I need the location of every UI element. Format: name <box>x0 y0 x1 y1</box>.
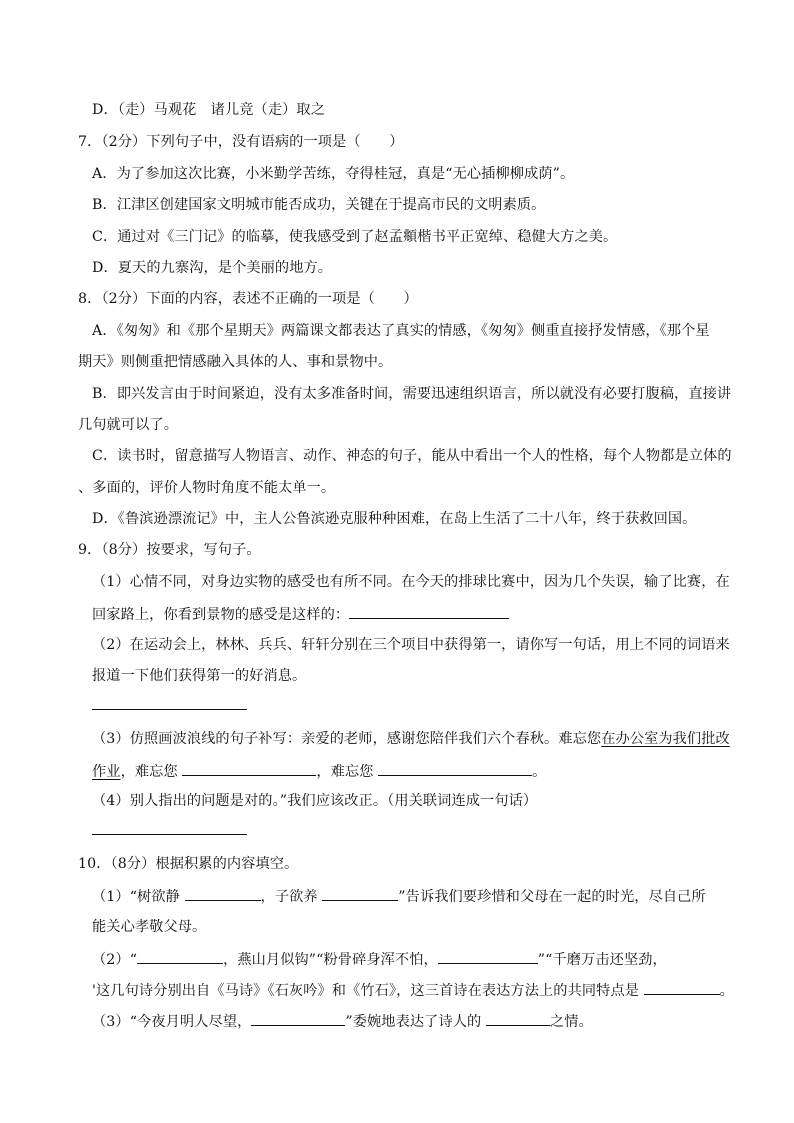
q10-part2-line1 <box>92 949 667 969</box>
q7-option-a: A．为了参加这次比赛，小米勤学苦练，夺得桂冠，真是“无心插柳柳成荫”。 <box>92 166 575 182</box>
q6-option-d: D．（走）马观花 诸儿竞（走）取之 <box>92 102 325 118</box>
q9-part4-answer-line[interactable] <box>92 834 247 835</box>
q9-part3-line2 <box>92 761 546 781</box>
q10-part3-blank-1[interactable] <box>251 1011 345 1026</box>
q8-option-c-line1: C．读书时，留意描写人物语言、动作、神态的句子，能从中看出一个人的性格，每个人物都是立体的 <box>92 448 732 464</box>
q9-part3-text3: ，难忘您 <box>316 764 379 780</box>
q9-part3-text2: ，难忘您 <box>120 764 183 780</box>
q10-part3-text1: （3）“今夜月明人尽望， <box>92 1014 252 1030</box>
q7-option-b: B．江津区创建国家文明城市能否成功，关键在于提高市民的文明素质。 <box>92 197 546 213</box>
q9-part1-line2 <box>92 604 509 624</box>
q8-option-c-line2: 、多面的，评价人物时角度不能太单一。 <box>78 480 336 496</box>
q10-part2-text1: （2）“ <box>92 952 138 968</box>
q10-part1-text1: （1）“树欲静 <box>92 889 185 905</box>
q9-part3-line1 <box>92 730 730 748</box>
q9-part3-wavy-end: 作业 <box>92 764 121 780</box>
q9-part3-wavy-phrase: 在办公室为我们批改 <box>601 731 730 747</box>
q10-part2-line2 <box>92 980 734 1000</box>
q10-part3 <box>92 1011 593 1031</box>
q10-part3-blank-2[interactable] <box>486 1011 550 1026</box>
q9-part3-end: 。 <box>532 764 547 780</box>
q9-stem: 9．（8分）按要求，写句子。 <box>78 542 261 558</box>
q7-option-c: C．通过对《三门记》的临摹，使我感受到了赵孟頫楷书平正宽绰、稳健大方之美。 <box>92 229 618 245</box>
q8-option-b-line2: 几句就可以了。 <box>78 417 179 433</box>
q9-part4: （4）别人指出的问题是对的。”我们应该改正。（用关联词连成一句话） <box>92 793 538 809</box>
q10-part2-text2: ，燕山月似钩”“粉骨碎身浑不怕， <box>223 952 438 968</box>
q9-part1-line1: （1）心情不同，对身边实物的感受也有所不同。在今天的排球比赛中，因为几个失误，输了比赛，在 <box>92 574 730 590</box>
q8-stem: 8．（2分）下面的内容，表述不正确的一项是（ ） <box>78 291 418 307</box>
q10-stem: 10．（8分）根据积累的内容填空。 <box>78 856 299 872</box>
q10-part3-end: 之情。 <box>549 1014 593 1030</box>
q10-part1-line1 <box>92 886 706 906</box>
q9-part3-blank-1[interactable] <box>182 761 316 776</box>
q8-option-a-line1: A．《匆匆》和《那个星期天》两篇课文都表达了真实的情感，《匆匆》侧重直接抒发情感，《那个星 <box>92 323 710 339</box>
q9-part1-answer-blank[interactable] <box>349 604 509 619</box>
q7-option-d: D．夏天的九寨沟，是个美丽的地方。 <box>92 260 333 276</box>
q7-stem: 7．（2分）下列句子中，没有语病的一项是（ ） <box>78 134 404 150</box>
q10-part1-blank-2[interactable] <box>322 886 398 901</box>
q9-part2-line1: （2）在运动会上，林林、兵兵、轩轩分别在三个项目中获得第一，请你写一句话，用上不同的词语来 <box>92 637 730 653</box>
q9-part1-text: 回家路上，你看到景物的感受是这样的： <box>92 607 350 623</box>
q9-part2-answer-line[interactable] <box>92 709 247 710</box>
q10-part1-text3: ”告诉我们要珍惜和父母在一起的时光，尽自己所 <box>398 889 706 905</box>
q9-part3-blank-2[interactable] <box>378 761 532 776</box>
q10-part2-blank-1[interactable] <box>137 949 223 964</box>
q10-part1-line2: 能关心孝敬父母。 <box>92 919 207 935</box>
q10-part1-blank-1[interactable] <box>185 886 261 901</box>
q10-part2-text4: '这几句诗分别出自《马诗》《石灰吟》和《竹石》，这三首诗在表达方法上的共同特点是 <box>92 983 644 999</box>
q10-part2-end: 。 <box>719 983 734 999</box>
q8-option-b-line1: B．即兴发言由于时间紧迫，没有太多准备时间，需要迅速组织语言，所以就没有必要打腹稿，直接讲 <box>92 386 732 402</box>
q10-part2-blank-2[interactable] <box>438 949 538 964</box>
q10-part2-text3: ”“千磨万击还坚劲， <box>537 952 667 968</box>
q10-part2-blank-3[interactable] <box>644 980 720 995</box>
q10-part1-text2: ，子欲养 <box>260 889 323 905</box>
q9-part2-line2: 报道一下他们获得第一的好消息。 <box>92 668 307 684</box>
q10-part3-text2: ”委婉地表达了诗人的 <box>345 1014 486 1030</box>
q8-option-d: D．《鲁滨逊漂流记》中，主人公鲁滨逊克服种种困难，在岛上生活了二十八年，终于获救回国。 <box>92 511 697 527</box>
q8-option-a-line2: 期天》则侧重把情感融入具体的人、事和景物中。 <box>78 354 393 370</box>
q9-part3-text: （3）仿照画波浪线的句子补写：亲爱的老师，感谢您陪伴我们六个春秋。难忘您 <box>92 731 602 747</box>
